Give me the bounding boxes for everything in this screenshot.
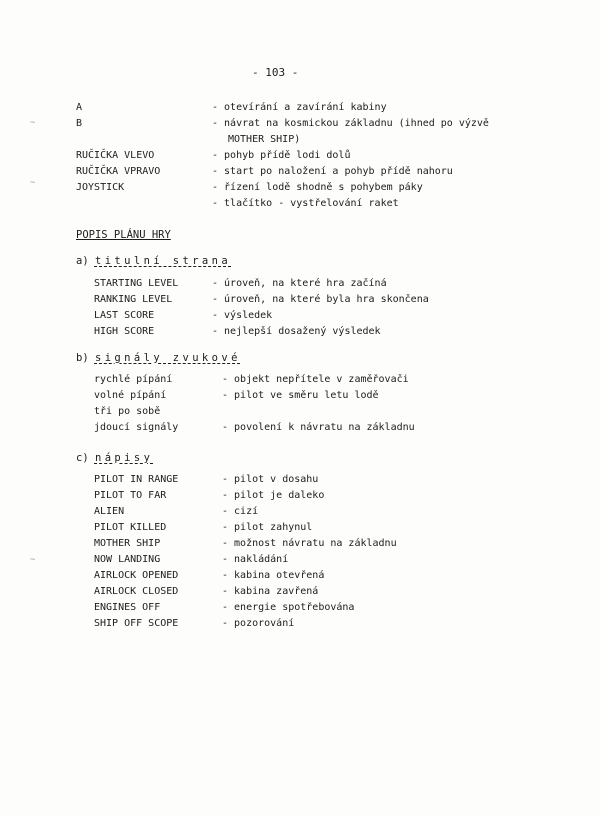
list-item-key: AIRLOCK CLOSED (94, 586, 179, 597)
list-item-desc: - nejlepší dosažený výsledek (212, 326, 381, 337)
list-item-key: ALIEN (94, 506, 125, 517)
list-item-desc: - pozorování (222, 618, 295, 629)
list-item-key: NOW LANDING (94, 554, 161, 565)
control-desc: - pohyb přídě lodi dolů (212, 150, 351, 161)
list-item-key: LAST SCORE (94, 310, 155, 321)
control-desc: - start po naložení a pohyb přídě nahoru (212, 166, 453, 177)
list-item-key: STARTING LEVEL (94, 278, 179, 289)
margin-mark: ~ (30, 555, 36, 565)
control-desc: MOTHER SHIP) (228, 134, 301, 145)
list-item-key: MOTHER SHIP (94, 538, 161, 549)
plan-heading (76, 229, 171, 241)
list-item-desc: - energie spotřebována (222, 602, 355, 613)
control-desc: - otevírání a zavírání kabiny (212, 102, 387, 113)
section-title: titulní strana (94, 255, 232, 267)
list-item-desc: - kabina zavřená (222, 586, 319, 597)
list-item-key: PILOT KILLED (94, 522, 167, 533)
list-item-desc: - pilot je daleko (222, 490, 325, 501)
section-title: nápisy (94, 452, 154, 464)
control-desc: - tlačítko - vystřelování raket (212, 198, 399, 209)
list-item-desc: - nakládání (222, 554, 289, 565)
section-prefix: a) (76, 255, 89, 267)
list-item-key: rychlé pípání (94, 374, 173, 385)
section-prefix: b) (76, 352, 89, 364)
control-key: A (76, 102, 83, 113)
list-item-desc: - úroveň, na které byla hra skončena (212, 294, 429, 305)
section-title: signály zvukové (94, 352, 241, 364)
list-item-key: PILOT TO FAR (94, 490, 167, 501)
list-item-key: PILOT IN RANGE (94, 474, 179, 485)
list-item-key: AIRLOCK OPENED (94, 570, 179, 581)
list-item-desc: - pilot v dosahu (222, 474, 319, 485)
margin-mark: ~ (30, 118, 36, 128)
page-number: - 103 - (252, 66, 299, 79)
control-desc: - řízení lodě shodně s pohybem páky (212, 182, 423, 193)
list-item-desc: - povolení k návratu na základnu (222, 422, 415, 433)
control-key: RUČIČKA VLEVO (76, 150, 155, 161)
list-item-desc: - cizí (222, 506, 259, 517)
control-key: JOYSTICK (76, 182, 125, 193)
list-item-desc: - úroveň, na které hra začíná (212, 278, 387, 289)
list-item-desc: - pilot zahynul (222, 522, 313, 533)
list-item-desc: - výsledek (212, 310, 273, 321)
section-a-heading (76, 255, 231, 267)
margin-mark: ~ (30, 178, 36, 188)
list-item-key: tři po sobě (94, 406, 161, 417)
section-b-heading (76, 352, 241, 364)
list-item-desc: - objekt nepřítele v zaměřovači (222, 374, 409, 385)
section-c-heading (76, 452, 153, 464)
list-item-desc: - pilot ve směru letu lodě (222, 390, 379, 401)
list-item-key: ENGINES OFF (94, 602, 161, 613)
list-item-desc: - možnost návratu na základnu (222, 538, 397, 549)
plan-heading-text: POPIS PLÁNU HRY (76, 229, 171, 241)
list-item-desc: - kabina otevřená (222, 570, 325, 581)
list-item-key: SHIP OFF SCOPE (94, 618, 179, 629)
list-item-key: RANKING LEVEL (94, 294, 173, 305)
list-item-key: HIGH SCORE (94, 326, 155, 337)
section-prefix: c) (76, 452, 89, 464)
list-item-key: volné pípání (94, 390, 167, 401)
control-key: RUČIČKA VPRAVO (76, 166, 161, 177)
control-key: B (76, 118, 83, 129)
list-item-key: jdoucí signály (94, 422, 179, 433)
control-desc: - návrat na kosmickou základnu (ihned po výzvě (212, 118, 489, 129)
